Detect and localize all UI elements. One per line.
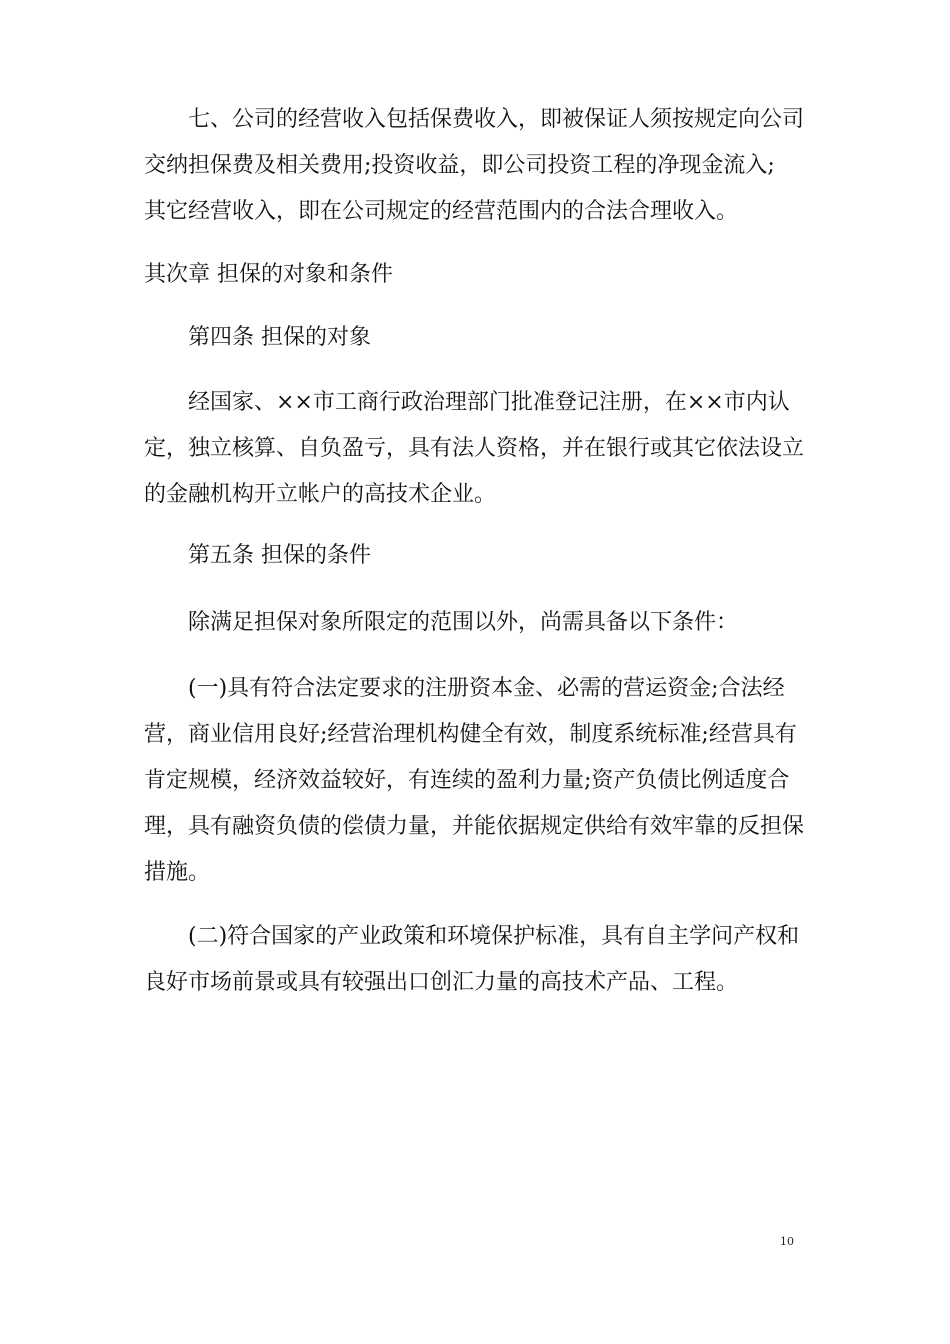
article-title: 第五条 担保的条件 bbox=[188, 543, 371, 568]
chapter-title: 其次章 担保的对象和条件 bbox=[144, 262, 393, 287]
text-line: (一)具有符合法定要求的注册资本金、必需的营运资金;合法经 bbox=[188, 676, 785, 701]
text-line: 经国家、××市工商行政治理部门批准登记注册，在××市内认 bbox=[188, 390, 790, 415]
text-line: 除满足担保对象所限定的范围以外，尚需具备以下条件： bbox=[188, 610, 739, 635]
text-line: 的金融机构开立帐户的高技术企业。 bbox=[144, 482, 497, 507]
text-line: 七、公司的经营收入包括保费收入，即被保证人须按规定向公司 bbox=[188, 107, 805, 132]
text-line: 定，独立核算、自负盈亏，具有法人资格，并在银行或其它依法设立 bbox=[144, 436, 805, 461]
article-4-heading bbox=[144, 315, 824, 361]
condition-2 bbox=[144, 914, 824, 1006]
paragraph-income bbox=[144, 97, 824, 235]
text-line: 理，具有融资负债的偿债力量，并能依据规定供给有效牢靠的反担保 bbox=[144, 814, 805, 839]
text-line: 交纳担保费及相关费用;投资收益，即公司投资工程的净现金流入; bbox=[144, 153, 775, 178]
text-line: 其它经营收入，即在公司规定的经营范围内的合法合理收入。 bbox=[144, 199, 739, 224]
article-5-heading bbox=[144, 533, 824, 579]
text-line: (二)符合国家的产业政策和环境保护标准，具有自主学问产权和 bbox=[188, 924, 800, 949]
article-5-intro bbox=[144, 600, 824, 646]
condition-1 bbox=[144, 666, 824, 896]
text-line: 良好市场前景或具有较强出口创汇力量的高技术产品、工程。 bbox=[144, 970, 739, 995]
text-line: 措施。 bbox=[144, 860, 211, 885]
article-title: 第四条 担保的对象 bbox=[188, 325, 371, 350]
text-line: 肯定规模，经济效益较好，有连续的盈利力量;资产负债比例适度合 bbox=[144, 768, 790, 793]
article-4-body bbox=[144, 380, 824, 518]
page-number: 10 bbox=[780, 1235, 794, 1248]
chapter-heading bbox=[144, 252, 824, 298]
text-line: 营，商业信用良好;经营治理机构健全有效，制度系统标准;经营具有 bbox=[144, 722, 797, 747]
